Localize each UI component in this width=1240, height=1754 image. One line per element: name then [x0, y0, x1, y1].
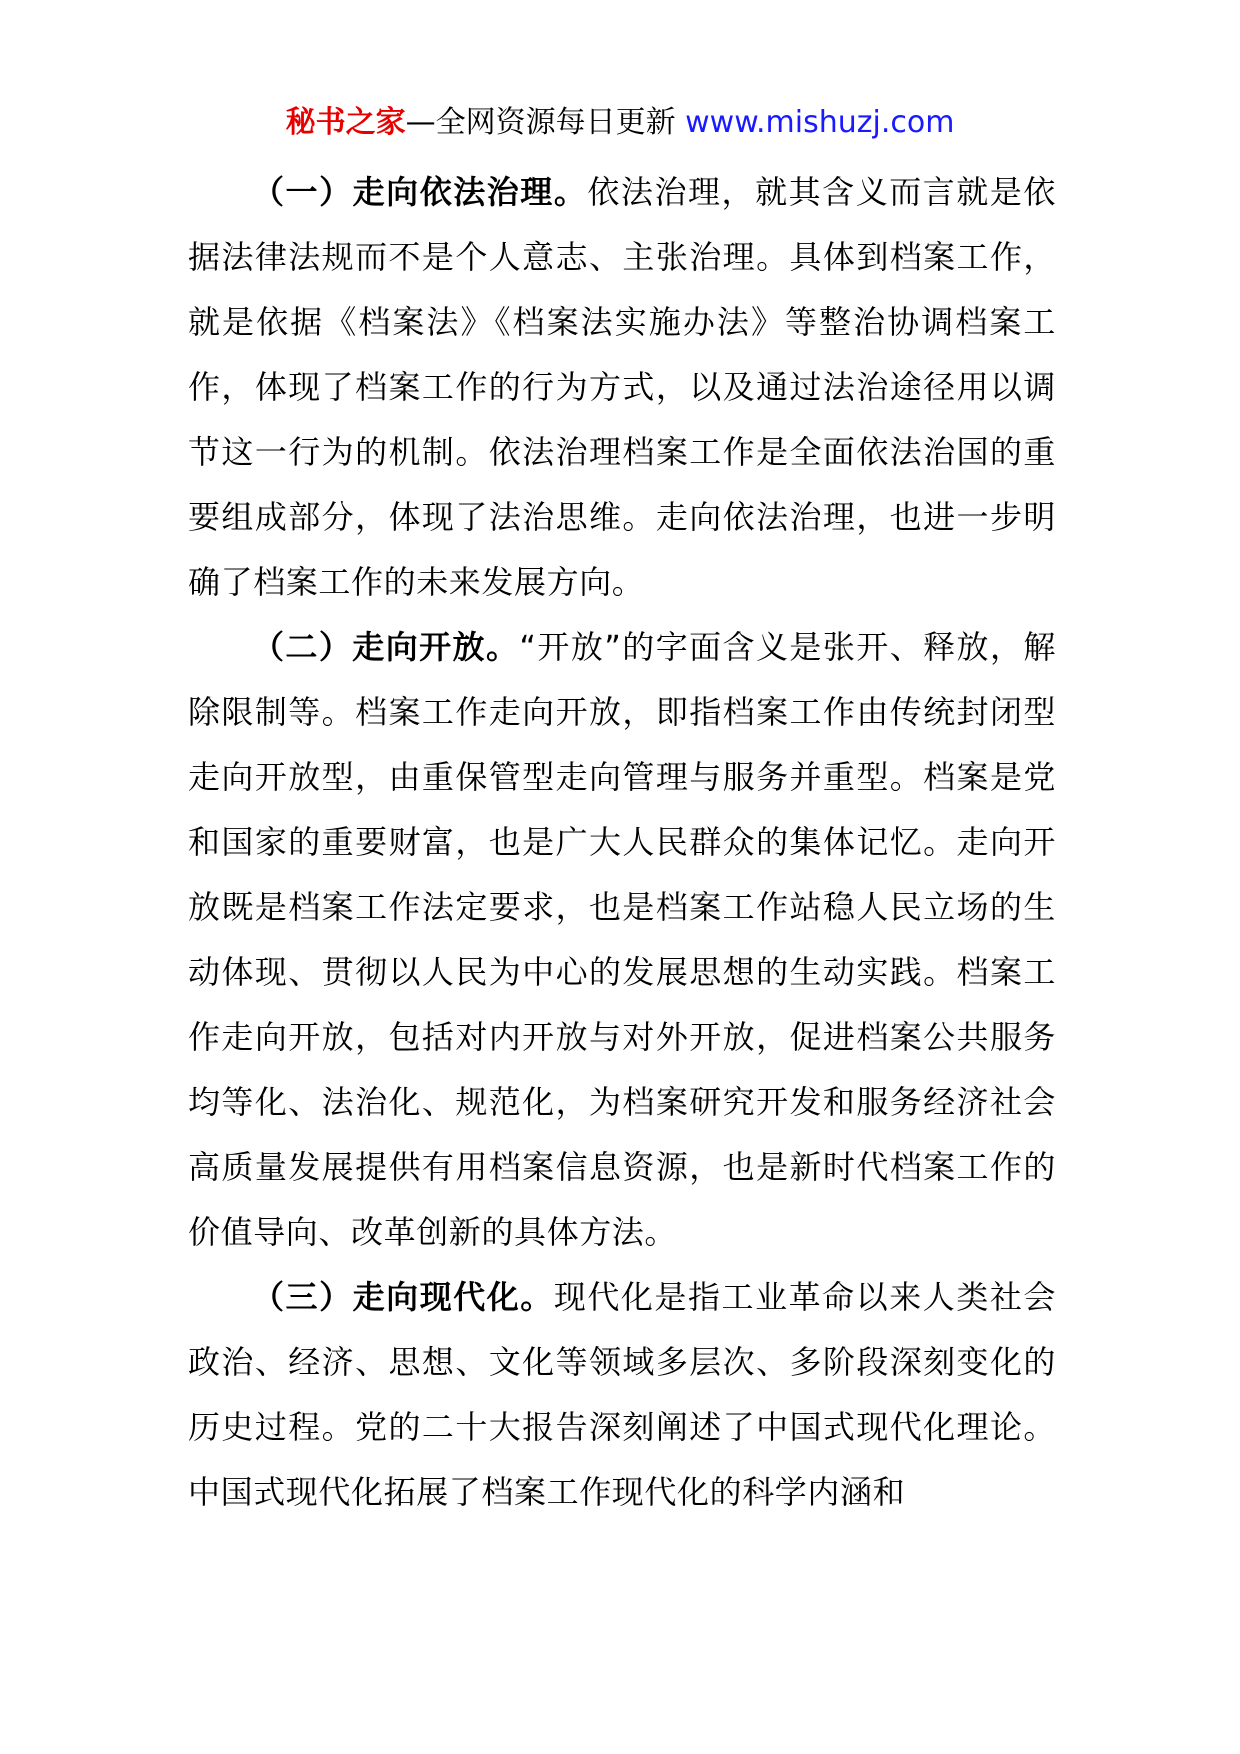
site-url-link[interactable]: www.mishuzj.com — [685, 105, 955, 140]
section-text-2: “开放”的字面含义是张开、释放，解除限制等。档案工作走向开放，即指档案工作由传统封闭型走向开放型，由重保管型走向管理与服务并重型。档案是党和国家的重要财富，也是广大人民群众的集体记忆。走向开放既是档案工作法定要求，也是档案工作站稳人民立场的生动体现、贯彻以人民为中心的发展思想的生动实践。档案工作走向开放，包括对内开放与对外开放，促进档案公共服务均等化、法治化、规范化，为档案研究开发和服务经济社会高质量发展提供有用档案信息资源，也是新时代档案工作的价值导向、改革创新的具体方法。 — [188, 628, 1056, 1251]
section-text-3: 现代化是指工业革命以来人类社会政治、经济、思想、文化等领域多层次、多阶段深刻变化的历史过程。党的二十大报告深刻阐述了中国式现代化理论。中国式现代化拓展了档案工作现代化的科学内涵和 — [188, 1278, 1056, 1511]
section-heading-1: （一）走向依法治理。 — [252, 173, 588, 211]
section-text-1: 依法治理，就其含义而言就是依据法律法规而不是个人意志、主张治理。具体到档案工作，就是依据《档案法》《档案法实施办法》等整治协调档案工作，体现了档案工作的行为方式，以及通过法治途径用以调节这一行为的机制。依法治理档案工作是全面依法治国的重要组成部分，体现了法治思维。走向依法治理，也进一步明确了档案工作的未来发展方向。 — [188, 173, 1056, 601]
page-header — [0, 100, 1240, 146]
paragraph-modernization — [188, 1265, 1056, 1525]
site-name: 秘书之家 — [285, 105, 406, 140]
paragraph-openness — [188, 615, 1056, 1265]
paragraph-rule-of-law — [188, 160, 1056, 615]
section-heading-2: （二）走向开放。 — [252, 628, 520, 666]
site-tagline: —全网资源每日更新 — [405, 105, 686, 140]
section-heading-3: （三）走向现代化。 — [252, 1278, 554, 1316]
document-body — [188, 160, 1056, 1525]
